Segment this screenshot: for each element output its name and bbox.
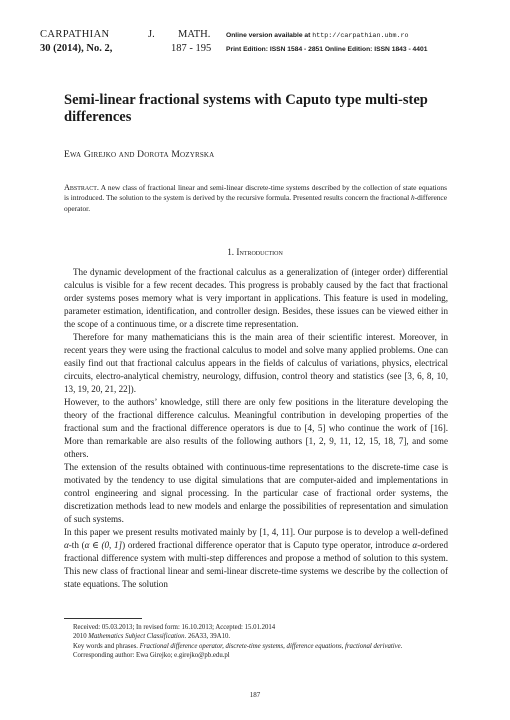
authors: Ewa Girejko and Dorota Mozyrska	[64, 150, 215, 160]
paragraph: Therefore for many mathematicians this is the main area of their scientific interest. Moreover, in recent years they were using the fractional calculus to model and solve many applied problems. One can easily find out that fractional calculus appears in the fields of calculus of variations, physics, electrical circuits, electro-analytical chemistry, neurology, diffusion, control theory and statistics (see [3, 6, 8, 10, 13, 19, 20, 21, 22]).	[64, 332, 448, 394]
footnote-rule	[64, 618, 142, 619]
online-url[interactable]: http://carpathian.ubm.ro	[312, 32, 409, 40]
volume-issue: 30 (2014), No. 2,	[40, 43, 113, 54]
footnotes	[64, 623, 448, 661]
keywords: Key words and phrases. Fractional difference operator, discrete-time systems, difference equations, fractional derivative.	[73, 642, 403, 650]
paragraph: The extension of the results obtained with continuous-time representations to the discrete-time case is motivated by the tendency to use digital simulations that are computer-aided and implementations in control engineering and signal processing. In the particular case of fractional order systems, the discretization methods lead to new models and enlarge the possibilities of representation and simulation of such systems.	[64, 462, 448, 524]
abstract-lead: Abstract.	[64, 183, 99, 192]
msc-classification: 2010 Mathematics Subject Classification. 26A33, 39A10.	[73, 633, 231, 641]
page-range: 187 - 195	[171, 43, 212, 54]
page-number: 187	[249, 691, 261, 699]
print-edition: Print Edition: ISSN 1584 - 2851 Online Edition: ISSN 1843 - 4401	[226, 46, 428, 53]
edition-info	[226, 29, 427, 57]
journal-name: CARPATHIAN	[40, 29, 110, 40]
journal-j: J.	[148, 29, 155, 40]
paragraph: The dynamic development of the fractional calculus as a generalization of (integer order) differential calculus is visible for a few recent decades. This progress is probably caused by the fact that fractional order systems poses memory what is very important in applications. This feature is used in modeling, parameter estimation, identification, and controller design. Besides, these issues can be viewed either in the scope of a continuous time, or a discrete time representation.	[64, 267, 448, 329]
section-heading: 1. Introduction	[227, 247, 283, 257]
paper-title: Semi-linear fractional systems with Caputo type multi-step differences	[64, 92, 428, 125]
received-dates: Received: 05.03.2013; In revised form: 16.10.2013; Accepted: 15.01.2014	[73, 624, 276, 631]
paragraph: In this paper we present results motivated mainly by [1, 4, 11]. Our purpose is to develop a well-defined α-th (α ∈ (0, 1]) ordered fractional difference operator that is Caputo type operator, introduce α-ordered fractional difference system with multi-step differences and propose a method of solution to this system. This new class of fractional linear and semi-linear discrete-time systems we describe by the collection of state equations. The solution	[64, 527, 449, 589]
abstract: Abstract. A new class of fractional linear and semi-linear discrete-time systems described by the collection of state equations is introduced. The solution to the system is derived by the recursive formula. Presented results concern the fractional h-difference operator.	[64, 183, 447, 213]
corresponding-author: Corresponding author: Ewa Girejko; e.girejko@pb.edu.pl	[73, 652, 230, 660]
journal-header	[40, 28, 211, 56]
journal-math: MATH.	[178, 29, 211, 40]
body-text	[64, 266, 448, 591]
online-label: Online version available at	[226, 32, 313, 39]
paragraph: However, to the authors’ knowledge, still there are only few positions in the literature developing the theory of the fractional difference calculus. Meaningful contribution in developing properties of the fractional sum and the fractional difference operators is due to [4, 5] who continue the work of [16]. More than remarkable are also results of the following authors [1, 2, 9, 11, 12, 15, 18, 7], and some others.	[64, 397, 448, 459]
